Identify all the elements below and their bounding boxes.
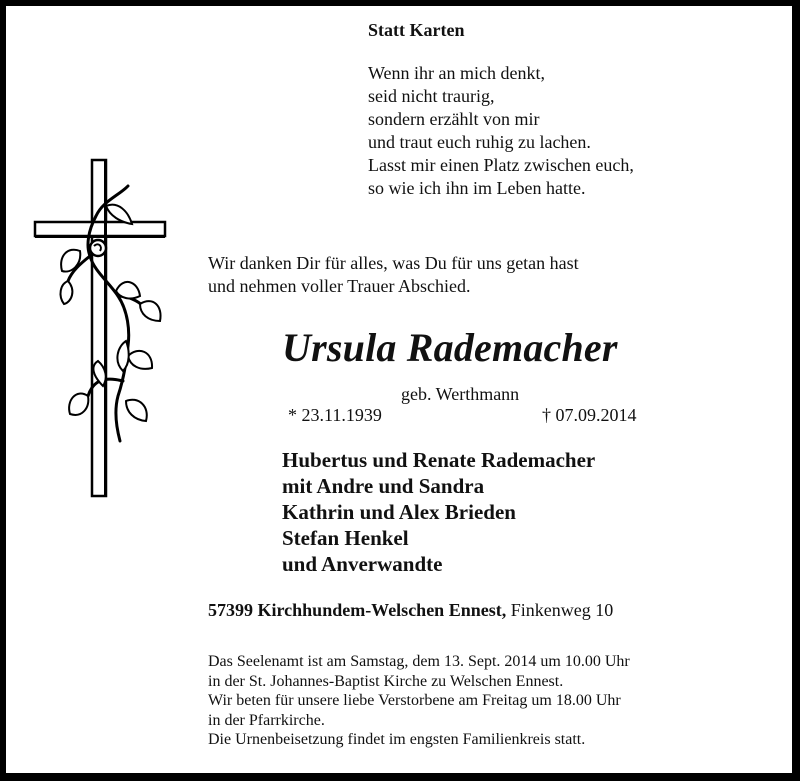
address-street: Finkenweg 10 bbox=[506, 600, 614, 620]
poem-line: Wenn ihr an mich denkt, bbox=[368, 63, 546, 83]
info-line: in der Pfarrkirche. bbox=[208, 711, 325, 729]
family-member: Kathrin und Alex Brieden bbox=[282, 500, 516, 524]
maiden-name: geb. Werthmann bbox=[401, 384, 520, 404]
poem-line: Lasst mir einen Platz zwischen euch, bbox=[368, 155, 634, 175]
info-line: Die Urnenbeisetzung findet im engsten Familienkreis statt. bbox=[208, 731, 586, 748]
poem-line: sondern erzählt von mir bbox=[368, 109, 540, 129]
birth-date: * 23.11.1939 bbox=[288, 405, 382, 425]
info-line: Wir beten für unsere liebe Verstorbene am Freitag um 18.00 Uhr bbox=[208, 692, 621, 709]
address-place: 57399 Kirchhundem-Welschen Ennest, bbox=[208, 600, 507, 620]
deceased-name: Ursula Rademacher bbox=[282, 325, 618, 370]
cross-with-rose-icon bbox=[28, 156, 168, 501]
obituary-notice bbox=[6, 6, 792, 773]
poem-line: seid nicht traurig, bbox=[368, 86, 495, 106]
family-member: Stefan Henkel bbox=[282, 526, 409, 550]
service-info bbox=[208, 652, 630, 750]
thanks-line: und nehmen voller Trauer Abschied. bbox=[208, 276, 471, 296]
family-member: Hubertus und Renate Rademacher bbox=[282, 448, 596, 472]
family-member: mit Andre und Sandra bbox=[282, 474, 485, 498]
family-list bbox=[282, 447, 595, 577]
thanks-line: Wir danken Dir für alles, was Du für uns getan hast bbox=[208, 253, 579, 273]
family-member: und Anverwandte bbox=[282, 552, 443, 576]
thanks-text bbox=[208, 252, 579, 298]
info-line: in der St. Johannes-Baptist Kirche zu Welschen Ennest. bbox=[208, 672, 564, 690]
poem-line: und traut euch ruhig zu lachen. bbox=[368, 132, 591, 152]
poem bbox=[368, 62, 634, 200]
info-line: Das Seelenamt ist am Samstag, dem 13. Sept. 2014 um 10.00 Uhr bbox=[208, 653, 630, 670]
address bbox=[208, 600, 613, 621]
death-date: † 07.09.2014 bbox=[542, 405, 637, 425]
poem-line: so wie ich ihn im Leben hatte. bbox=[368, 178, 586, 198]
notice-heading: Statt Karten bbox=[368, 20, 465, 40]
